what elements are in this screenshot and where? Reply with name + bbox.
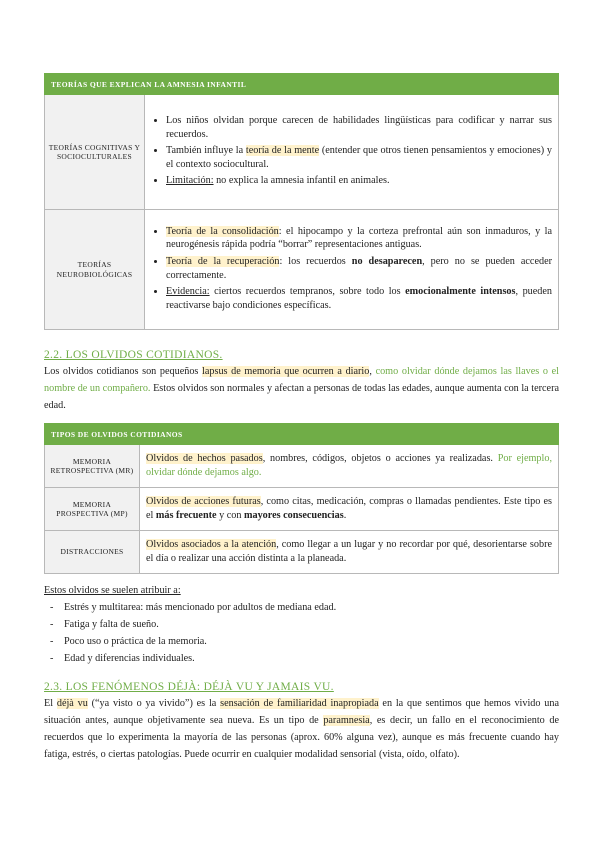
row-label: TEORÍAS NEUROBIOLÓGICAS [45, 210, 145, 330]
list-item: • Evidencia: ciertos recuerdos tempranos, sobre todo los emocionalmente intensos, pueden reactivarse bajo condiciones específicas. [166, 285, 552, 312]
table-row [45, 445, 559, 488]
list-item: • Teoría de la consolidación: el hipocampo y la corteza prefrontal aún son inmaduros, y la neurogénesis rápida podría “borrar” representaciones antiguas. [166, 225, 552, 252]
table-header: TEORÍAS QUE EXPLICAN LA AMNESIA INFANTIL [45, 74, 559, 95]
list-item: - Poco uso o práctica de la memoria. [50, 636, 207, 647]
table-row [45, 95, 559, 210]
row-label: MEMORIA PROSPECTIVA (MP) [45, 488, 140, 531]
row-content [145, 210, 559, 330]
amnesia-theories-table [44, 73, 559, 330]
section-paragraph: El déjà vu (“ya visto o ya vivido”) es la sensación de familiaridad inapropiada en la que sentimos que hemos vivido una situación antes, aunque objetivamente sea nueva. Es un tipo de paramnesia, es decir, un fallo en el reconocimiento de recuerdos que lo experimenta la mayoría de las personas (aprox. 60% alguna vez), aunque es más frecuente cuando hay fatiga, estrés, o ciertas patologías. Puede ocurrir en cualquier modalidad sensorial (vista, oído, olfato). [44, 698, 560, 760]
row-content [145, 95, 559, 210]
section-title: 2.3. LOS FENÓMENOS DÉJÀ: DÉJÀ VU Y JAMAIS VU. [44, 681, 334, 693]
list-item: • Los niños olvidan porque carecen de habilidades lingüísticas para codificar y narrar sus recuerdos. [166, 114, 552, 141]
table-row [45, 531, 559, 574]
everyday-forgetting-table [44, 423, 559, 574]
row-content: Olvidos asociados a la atención, como llegar a un lugar y no recordar por qué, desorientarse sobre el día o realizar una acción distinta a la planeada. [140, 531, 559, 574]
row-label: TEORÍAS COGNITIVAS Y SOCIOCULTURALES [45, 95, 145, 210]
page [44, 73, 559, 763]
list-item: - Estrés y multitarea: más mencionado por adultos de mediana edad. [50, 602, 337, 613]
list-item: • Limitación: no explica la amnesia infantil en animales. [166, 174, 552, 188]
table-row [45, 210, 559, 330]
section-paragraph: Los olvidos cotidianos son pequeños lapsus de memoria que ocurren a diario, como olvidar dónde dejamos las llaves o el nombre de un compañero. Estos olvidos son normales y afectan a personas de todas las edades, aunque aumenta con la tercera edad. [44, 366, 559, 411]
row-content: Olvidos de hechos pasados, nombres, códigos, objetos o acciones ya realizadas. Por ejemplo, olvidar dónde dejamos algo. [140, 445, 559, 488]
list-item: • También influye la teoría de la mente (entender que otros tienen pensamientos y emociones) y el contexto sociocultural. [166, 144, 552, 171]
row-content: Olvidos de acciones futuras, como citas, medicación, compras o llamadas pendientes. Este tipo es el más frecuente y con mayores consecuencias. [140, 488, 559, 531]
table-row [45, 488, 559, 531]
row-label: DISTRACCIONES [45, 531, 140, 574]
table-header: TIPOS DE OLVIDOS COTIDIANOS [45, 424, 559, 445]
list-item: - Fatiga y falta de sueño. [50, 619, 159, 630]
list-item: - Edad y diferencias individuales. [50, 653, 195, 664]
attrib-intro: Estos olvidos se suelen atribuir a: [44, 585, 181, 596]
attrib-list [44, 599, 559, 667]
section-title: 2.2. LOS OLVIDOS COTIDIANOS. [44, 349, 223, 361]
row-label: MEMORIA RETROSPECTIVA (MR) [45, 445, 140, 488]
list-item: • Teoría de la recuperación: los recuerdos no desaparecen, pero no se pueden acceder correctamente. [166, 255, 552, 282]
